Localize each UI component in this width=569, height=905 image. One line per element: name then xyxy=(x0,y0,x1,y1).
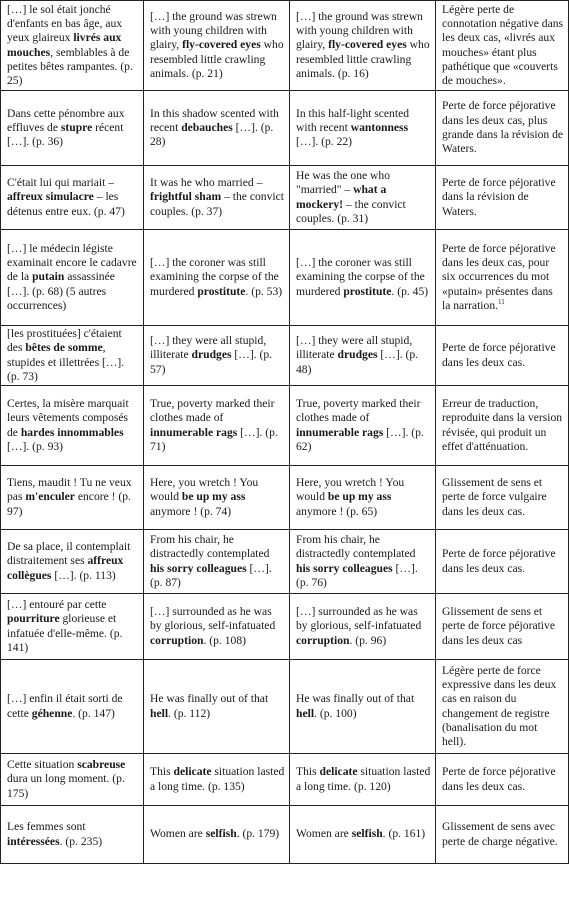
table-row xyxy=(1,326,569,386)
commentary-cell: Glissement de sens et perte de force vulgaire dans les deux cas. xyxy=(436,466,569,530)
translation-cell: […] they were all stupid, illiterate drudges […]. (p. 57) xyxy=(144,326,290,386)
translation-cell: […] the coroner was still examining the corpse of the murdered prostitute. (p. 53) xyxy=(144,230,290,326)
source-cell: […] le médecin légiste examinait encore le cadavre de la putain assassinée […]. (p. 68) (5 autres occurrences) xyxy=(1,230,144,326)
source-cell: […] entouré par cette pourriture glorieuse et infatuée d'elle-même. (p. 141) xyxy=(1,594,144,660)
commentary-cell: Légère perte de force expressive dans les deux cas en raison du changement de registre (banalisation du mot hell). xyxy=(436,660,569,754)
translation-cell: Here, you wretch ! You would be up my ass anymore ! (p. 74) xyxy=(144,466,290,530)
table-row xyxy=(1,166,569,230)
translation-cell: He was finally out of that hell. (p. 112) xyxy=(144,660,290,754)
translation-cell: Women are selfish. (p. 179) xyxy=(144,806,290,864)
source-cell: Les femmes sont intéressées. (p. 235) xyxy=(1,806,144,864)
revised-translation-cell: Here, you wretch ! You would be up my ass anymore ! (p. 65) xyxy=(290,466,436,530)
translation-cell: This delicate situation lasted a long time. (p. 135) xyxy=(144,754,290,806)
commentary-cell: Légère perte de connotation négative dans les deux cas, «livrés aux mouches» étant plus pathétique que «couverts de mouches». xyxy=(436,1,569,91)
commentary-cell: Perte de force péjorative dans les deux cas, pour six occurrences du mot «putain» présentes dans la narration.$^{11}$ xyxy=(436,230,569,326)
commentary-cell: Glissement de sens et perte de force péjorative dans les deux cas xyxy=(436,594,569,660)
revised-translation-cell: […] surrounded as he was by glorious, self-infatuated corruption. (p. 96) xyxy=(290,594,436,660)
revised-translation-cell: He was finally out of that hell. (p. 100) xyxy=(290,660,436,754)
translation-cell: True, poverty marked their clothes made of innumerable rags […]. (p. 71) xyxy=(144,386,290,466)
revised-translation-cell: […] they were all stupid, illiterate drudges […]. (p. 48) xyxy=(290,326,436,386)
revised-translation-cell: […] the ground was strewn with young children with glairy, fly-covered eyes who resembled little crawling animals. (p. 16) xyxy=(290,1,436,91)
table-row xyxy=(1,530,569,594)
revised-translation-cell: He was the one who "married" – what a mockery! – the convict couples. (p. 31) xyxy=(290,166,436,230)
source-cell: Tiens, maudit ! Tu ne veux pas m'enculer encore ! (p. 97) xyxy=(1,466,144,530)
source-cell: […] le sol était jonché d'enfants en bas âge, aux yeux glaireux livrés aux mouches, semblables à de petites bêtes rampantes. (p. 25) xyxy=(1,1,144,91)
source-cell: De sa place, il contemplait distraitement ses affreux collègues […]. (p. 113) xyxy=(1,530,144,594)
table-row xyxy=(1,806,569,864)
source-cell: […] enfin il était sorti de cette géhenne. (p. 147) xyxy=(1,660,144,754)
table-row xyxy=(1,754,569,806)
commentary-cell: Perte de force péjorative dans les deux cas. xyxy=(436,754,569,806)
translation-cell: In this shadow scented with recent debauches […]. (p. 28) xyxy=(144,91,290,166)
revised-translation-cell: This delicate situation lasted a long time. (p. 120) xyxy=(290,754,436,806)
commentary-cell: Perte de force péjorative dans les deux cas. xyxy=(436,530,569,594)
commentary-cell: Erreur de traduction, reproduite dans la version révisée, qui produit un effet d'atténuation. xyxy=(436,386,569,466)
translation-cell: […] surrounded as he was by glorious, self-infatuated corruption. (p. 108) xyxy=(144,594,290,660)
table-row xyxy=(1,91,569,166)
table-row xyxy=(1,466,569,530)
commentary-cell: Perte de force péjorative dans les deux cas. xyxy=(436,326,569,386)
table-row xyxy=(1,230,569,326)
revised-translation-cell: From his chair, he distractedly contemplated his sorry colleagues […]. (p. 76) xyxy=(290,530,436,594)
source-cell: C'était lui qui mariait – affreux simulacre – les détenus entre eux. (p. 47) xyxy=(1,166,144,230)
table-row xyxy=(1,386,569,466)
revised-translation-cell: True, poverty marked their clothes made of innumerable rags […]. (p. 62) xyxy=(290,386,436,466)
translation-cell: It was he who married – frightful sham – the convict couples. (p. 37) xyxy=(144,166,290,230)
source-cell: [les prostituées] c'étaient des bêtes de somme, stupides et illettrées […]. (p. 73) xyxy=(1,326,144,386)
table-row xyxy=(1,1,569,91)
table-row xyxy=(1,594,569,660)
footnote-marker: 11 xyxy=(498,298,505,307)
commentary-cell: Perte de force péjorative dans les deux cas, plus grande dans la révision de Waters. xyxy=(436,91,569,166)
table-row xyxy=(1,660,569,754)
source-cell: Dans cette pénombre aux effluves de stupre récent […]. (p. 36) xyxy=(1,91,144,166)
commentary-cell: Perte de force péjorative dans la révision de Waters. xyxy=(436,166,569,230)
revised-translation-cell: In this half-light scented with recent wantonness […]. (p. 22) xyxy=(290,91,436,166)
revised-translation-cell: Women are selfish. (p. 161) xyxy=(290,806,436,864)
source-cell: Cette situation scabreuse dura un long moment. (p. 175) xyxy=(1,754,144,806)
translation-cell: […] the ground was strewn with young children with glairy, fly-covered eyes who resembled little crawling animals. (p. 21) xyxy=(144,1,290,91)
translation-cell: From his chair, he distractedly contemplated his sorry colleagues […]. (p. 87) xyxy=(144,530,290,594)
source-cell: Certes, la misère marquait leurs vêtements composés de hardes innommables […]. (p. 93) xyxy=(1,386,144,466)
commentary-cell: Glissement de sens avec perte de charge négative. xyxy=(436,806,569,864)
revised-translation-cell: […] the coroner was still examining the corpse of the murdered prostitute. (p. 45) xyxy=(290,230,436,326)
